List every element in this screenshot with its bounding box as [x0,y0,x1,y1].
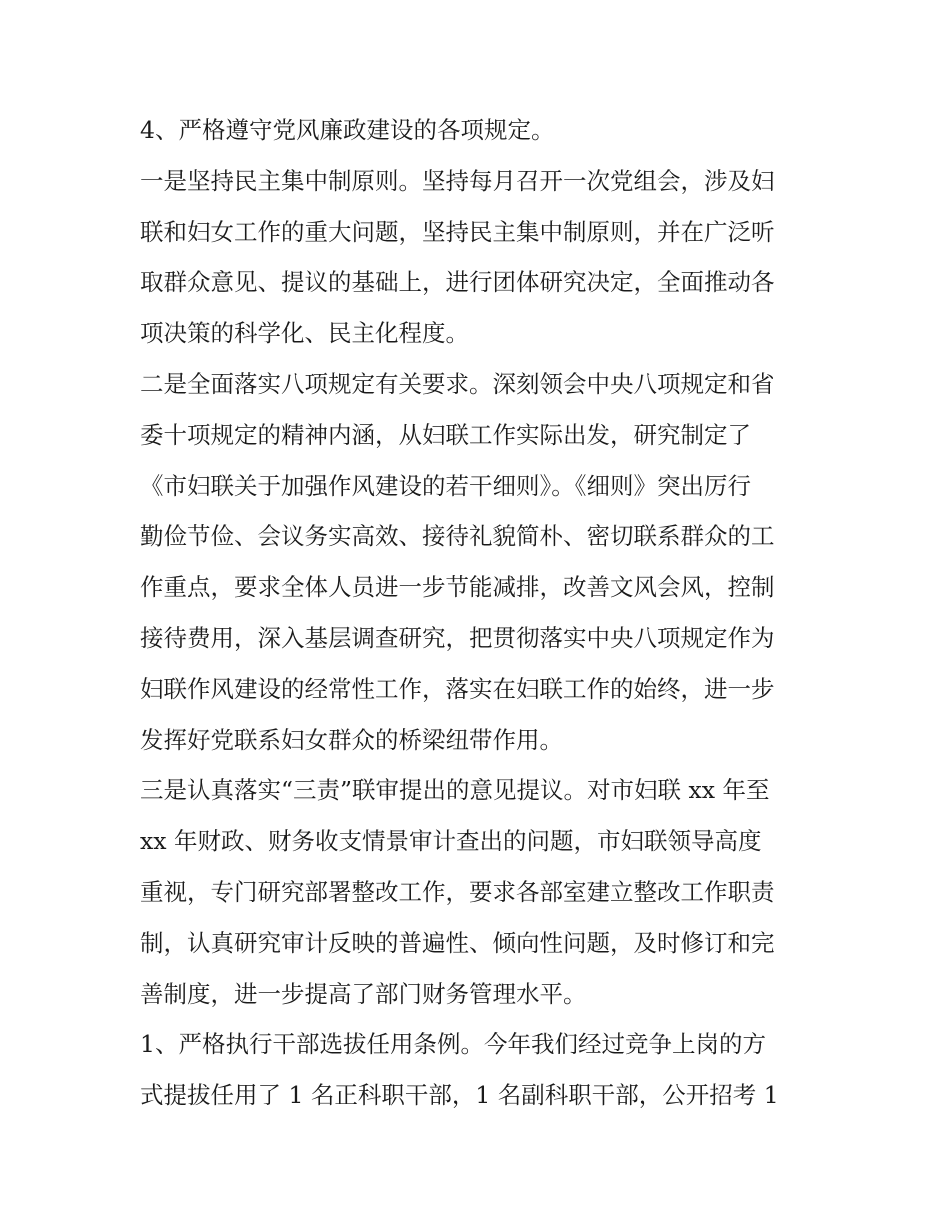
text-line: 二是全面落实八项规定有关要求。深刻领会中央八项规定和省 [140,369,775,398]
text-line: 4、严格遵守党风廉政建设的各项规定。 [140,116,555,144]
text-line: 式提拔任用了 1 名正科职干部，1 名副科职干部，公开招考 1 [140,1081,779,1110]
text-line: 重视，专门研究部署整改工作，要求各部室建立整改工作职责 [140,877,775,906]
text-line: 勤俭节俭、会议务实高效、接待礼貌简朴、密切联系群众的工 [140,522,775,551]
text-line: 联和妇女工作的重大问题，坚持民主集中制原则，并在广泛听 [140,217,775,246]
text-line: 制，认真研究审计反映的普遍性、倾向性问题，及时修订和完 [140,928,775,957]
text-line: 项决策的科学化、民主化程度。 [140,319,469,348]
text-line: 作重点，要求全体人员进一步节能减排，改善文风会风，控制 [140,573,775,602]
document-body [140,105,820,1121]
text-line: 三是认真落实“三责”联审提出的意见提议。对市妇联 xx 年至 [140,776,770,805]
text-line: 发挥好党联系妇女群众的桥梁纽带作用。 [140,725,563,754]
text-line: 善制度，进一步提高了部门财务管理水平。 [140,979,587,1008]
text-line: 妇联作风建设的经常性工作，落实在妇联工作的始终，进一步 [140,674,775,703]
text-line: 1、严格执行干部选拔任用条例。今年我们经过竞争上岗的方 [140,1030,766,1059]
text-line: 《市妇联关于加强作风建设的若干细则》。《细则》突出厉行 [140,471,751,500]
text-line: xx 年财政、财务收支情景审计查出的问题，市妇联领导高度 [140,827,762,856]
text-line: 接待费用，深入基层调查研究，把贯彻落实中央八项规定作为 [140,623,775,652]
text-line: 委十项规定的精神内涵，从妇联工作实际出发，研究制定了 [140,420,751,449]
text-line: 取群众意见、提议的基础上，进行团体研究决定，全面推动各 [140,268,775,297]
text-line: 一是坚持民主集中制原则。坚持每月召开一次党组会，涉及妇 [140,166,775,195]
